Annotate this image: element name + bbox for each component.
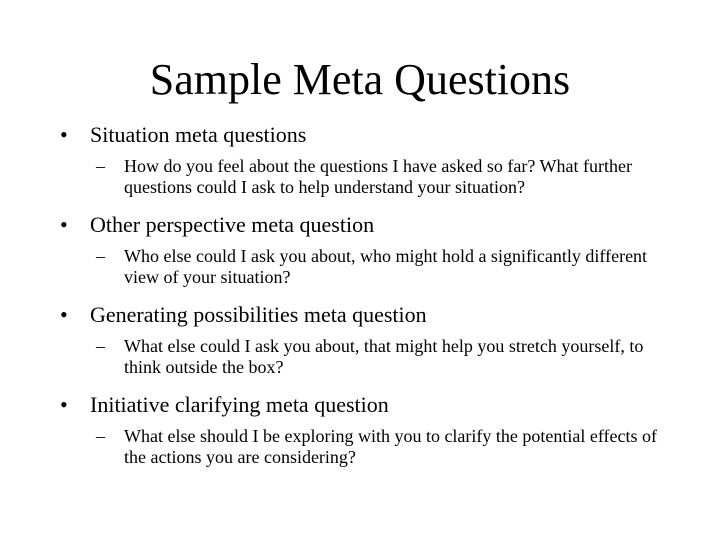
bullet-text: Other perspective meta question <box>90 212 375 237</box>
sub-bullet-marker: – <box>96 336 105 356</box>
bullet-marker: • <box>60 212 68 237</box>
sub-bullet-marker: – <box>96 426 105 446</box>
sub-bullet <box>90 246 680 288</box>
bullet-text: Generating possibilities meta question <box>90 302 427 327</box>
bullet-marker: • <box>60 302 68 327</box>
bullet-marker: • <box>60 392 68 417</box>
sub-bullet-marker: – <box>96 246 105 266</box>
bullet-text: Situation meta questions <box>90 122 307 147</box>
sub-bullet-text: What else could I ask you about, that might help you stretch yourself, to think outside the box? <box>124 336 644 377</box>
bullet-item <box>60 300 680 378</box>
bullet-marker: • <box>60 122 68 147</box>
sub-bullet <box>90 336 680 378</box>
sub-bullet <box>90 426 680 468</box>
sub-bullet-text: What else should I be exploring with you to clarify the potential effects of the actions you are considering? <box>124 426 658 467</box>
sub-bullet-text: Who else could I ask you about, who might hold a significantly different view of your situation? <box>124 246 648 287</box>
bullet-item <box>60 390 680 468</box>
slide-title: Sample Meta Questions <box>149 55 571 104</box>
sub-bullet-text: How do you feel about the questions I have asked so far? What further questions could I ask to help understand your situation? <box>124 156 633 197</box>
bullet-item <box>60 120 680 198</box>
sub-bullet-marker: – <box>96 156 105 176</box>
bullet-text: Initiative clarifying meta question <box>90 392 389 417</box>
bullet-item <box>60 210 680 288</box>
sub-bullet <box>90 156 680 198</box>
bullet-list <box>60 120 680 480</box>
